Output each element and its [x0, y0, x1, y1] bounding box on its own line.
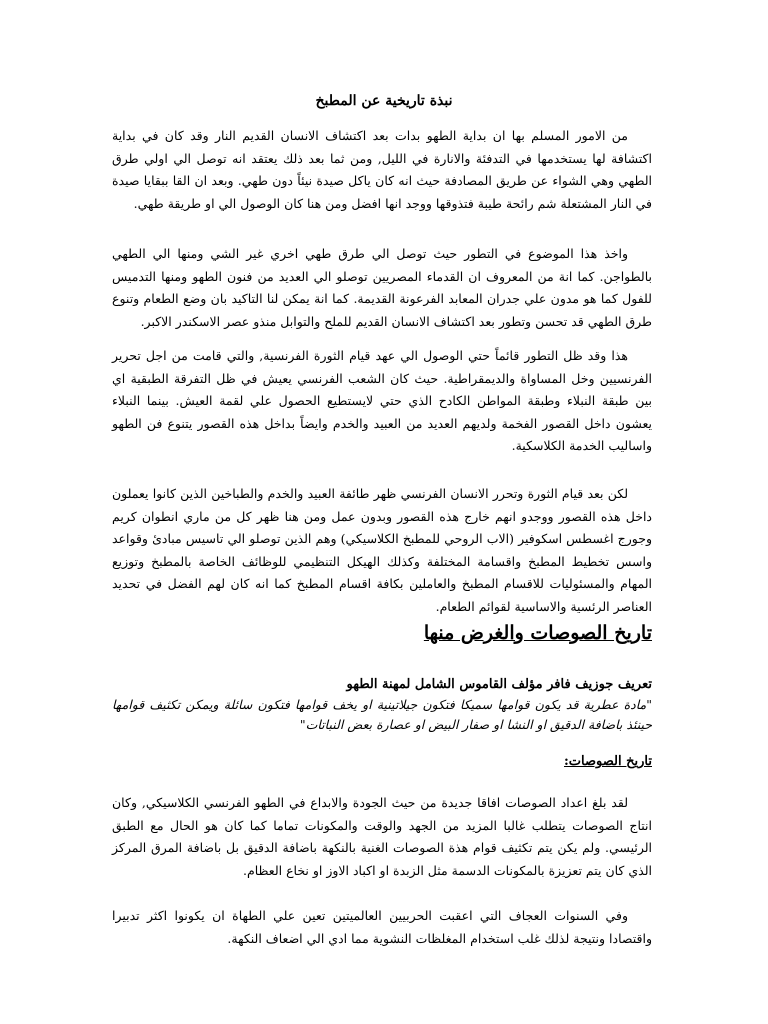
paragraph-revolution: هذا وقد ظل التطور قائماً حتي الوصول الي عهد قيام الثورة الفرنسية, والتي قامت من اجل تحرير الفرنسيين وخل المساواة والديمقراطية. حيث كان الشعب الفرنسي يعيش في ظل التفرقة الطبقية اي بين طبقة النبلاء وطبقة المواطن الكادح الذي حتي لايستطيع الحصول علي لقمة العيش. بينما النبلاء يعشون داخل القصور الفخمة ولديهم العديد من العبيد والخدم وايضاً بداخل هذه القصور يتنوع فن الطهو واساليب الخدمة الكلاسكية. [112, 348, 652, 453]
page-title: نبذة تاريخية عن المطبخ [315, 93, 453, 109]
section-heading-sauces: تاريخ الصوصات والغرض منها [423, 622, 652, 644]
definition-quote: "مادة عطرية قد يكون قوامها سميكا فتكون جيلاتينية او يخف قوامها فتكون سائلة ويمكن تكثيف قوامها حينئذ باضافة الدقيق او النشا او صفار البيض او عصارة بعض النباتات" [112, 697, 652, 732]
paragraph-intro: من الامور المسلم بها ان بداية الطهو بدات بعد اكتشاف الانسان القديم النار وقد كان في بداية اكتشافة لها يستخدمها في التدفئة والانارة في الليل, ومن ثما بعد ذلك يعتقد انه توصل الي اولي طرق الطهي وهي الشواء عن طريق المصادفة حيث انه كان ياكل صيدة نيئاً دون طهي. وبعد ان القا ببقايا صيدة في النار المشتعلة شم رائحة طيبة فتذوقها ووجد انها افضل ومن هنا كان الوصول الي او طريقة طهي. [112, 128, 652, 211]
paragraph-war-years: وفي السنوات العجاف التي اعقبت الحربيين العالميتين تعين علي الطهاة ان يكونوا اكثر تدبيرا واقتصادا ونتيجة لذلك غلب استخدام المغلظات النشوية مما ادي الي اضعاف النكهة. [112, 908, 652, 946]
definition-heading: تعريف جوزيف فافر مؤلف القاموس الشامل لمهنة الطهو [346, 677, 652, 692]
paragraph-sauce-history: لقد بلغ اعداد الصوصات افاقا جديدة من حيث الجودة والابداع في الطهو الفرنسي الكلاسيكي, وكان انتاج الصوصات يتطلب غالبا المزيد من الجهد والوقت والمكونات تماما كما كان هو الحال مع الطبق الرئيسي. ولم يكن يتم تكثيف قوام هذة الصوصات الغنية بالنكهة باضافة الدقيق بل باضافة المرق المركز الذي كان يتم تعزيزة بالمكونات الدسمة مثل الزبدة او اكباد الاوز او نخاع العظام. [112, 795, 652, 878]
history-heading: تاريخ الصوصات: [564, 754, 652, 769]
paragraph-development: واخذ هذا الموضوع في التطور حيث توصل الي طرق طهي اخري غير الشي ومنها الي الطهي بالطواجن. كما انة من المعروف ان القدماء المصريين توصلو الي العديد من فنون الطهو ومنها التدميس للفول كما هو مدون علي جدران المعابد الفرعونة القديمة. كما انة يمكن لنا التاكيد بان وضع الطعام وتنوع طرق الطهي قد تحسن وتطور بعد اكتشاف الانسان القديم للملح والتوابل منذو عصر الاسكندر الاكبر. [112, 246, 652, 329]
paragraph-after-revolution: لكن بعد قيام الثورة وتحرر الانسان الفرنسي ظهر طائفة العبيد والخدم والطباخين الذين كانوا يعملون داخل هذه القصور ووجدو انهم خارج هذه القصور وبدون عمل ومن هنا ظهر كل من ماري انطوان كريم وجورج اغسطس اسكوفير (الاب الروحي للمطبخ الكلاسيكي) وهم الذين توصلو الي تاسيس مبادئ وقواعد واسس تخطيط المطبخ واقسامة المختلفة وكذلك الهيكل التنظيمي للوظائف الخاصة بالمطبخ وتوزيع المهام والمسئوليات للاقسام المطبخ والعاملين بكافة اقسام المطبخ كما انه كان لهم الفضل في تحديد العناصر الرئسية والاساسية لقوائم الطعام. [112, 486, 652, 614]
